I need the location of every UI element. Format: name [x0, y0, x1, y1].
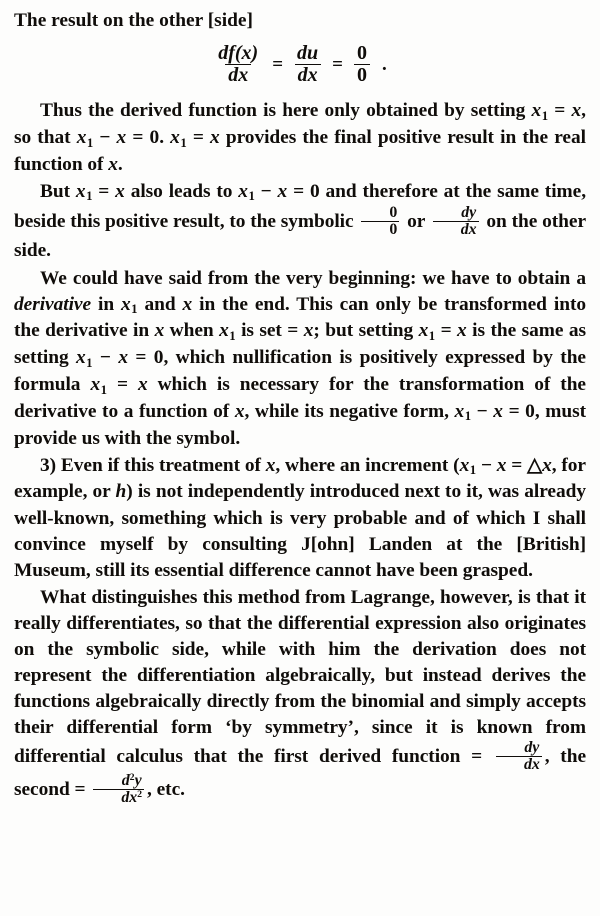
- fraction-zero-over-zero: [354, 43, 370, 86]
- inline-fraction-dy-dx: $\frac{dy}{dx}$: [496, 740, 542, 773]
- fraction-df-dx: [215, 43, 261, 86]
- fraction-denominator: dx: [295, 64, 321, 86]
- inline-fraction-dy-dx: $\frac{dy}{dx}$: [433, 205, 479, 238]
- paragraph-what-distinguishes: What distinguishes this method from Lagrange, however, is that it really differentiates, so that the differential expression also originates on the symbolic side, while with him the derivation does not represent the differentiation algebraically, but instead derives the functions algebraically directly from the binomial and simply accepts their differential form ‘by symmetry’, since it is known from differential calculus that the first derived function = $\frac{dy}{dx}$ , the second = $\frac{d^2y}{dx^2}$ , etc.: [14, 586, 587, 807]
- equation-terminator: .: [382, 53, 387, 75]
- inline-fraction-d2y-dx2: $\frac{d^2y}{dx^2}$: [93, 773, 144, 806]
- paragraph-but-x1-equals-x: But $x_1 = x$ also leads to $x_1 - x = 0$ and therefore at the same time, beside this positive result, to the symbolic $\frac{0}{0}$ or $\frac{dy}{dx}$ on the other side.: [14, 180, 586, 262]
- equals-sign-2: =: [332, 53, 343, 75]
- equation-row: [213, 43, 387, 86]
- paragraph-thus-derived-function: Thus the derived function is here only obtained by setting $x_1 = x$, so that $x_1 - x = 0$. $x_1 = x$ provides the final positive result in the real function of x.: [14, 100, 586, 175]
- page-first-line: The result on the other [side]: [14, 10, 253, 31]
- fraction-denominator: dx: [225, 64, 251, 86]
- fraction-numerator: 0: [357, 42, 367, 65]
- fraction-numerator: du: [297, 42, 319, 65]
- equals-sign-1: =: [272, 53, 284, 75]
- fraction-denominator: 0: [354, 64, 370, 86]
- fraction-numerator: df(x): [218, 42, 259, 65]
- display-equation: [14, 43, 586, 86]
- fraction-du-dx: [294, 43, 321, 86]
- inline-fraction-zero-over-zero: $\frac{0}{0}$: [361, 205, 399, 238]
- paragraph-we-could-have-said: We could have said from the very beginning: we have to obtain a derivative in $x_1$ and x in the end. This can only be transformed into the derivative in x when $x_1$ is set = x; but setting $x_1 = x$ is the same as setting $x_1 - x = 0$, which nullification is positively expressed by the formula $x_1 = x$ which is necessary for the transformation of the derivative to a function of x, while its negative form, $x_1 - x = 0$, must provide us with the symbol.: [14, 267, 586, 449]
- paragraph-even-if-this-treatment: 3) Even if this treatment of x, where an increment ($x_1 - x$ = △x, for example, or h) is not independently introduced next to it, was already well-known, something which is very probable and of which I shall convince myself by consulting J[ohn] Landen at the [British] Museum, still its essential difference cannot have been grasped.: [14, 454, 586, 581]
